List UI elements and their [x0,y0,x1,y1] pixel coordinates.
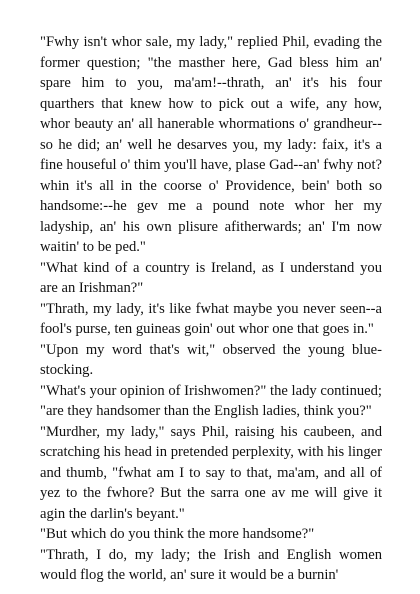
paragraph-1: "Fwhy isn't whor sale, my lady," replied Phil, evading the former question; "the masther here, Gad bless him an' spare him to you, ma'am!--thrath, an' it's his four quarthers that knew how to pick out a wife, any how, whor beauty an' all hanerable whormations o' grandheur--so he did; an' well he desarves you, my lady: faix, it's a fine houseful o' thim you'll have, plase Gad--an' fwhy not? whin it's all in the coorse o' Providence, bein' both so handsome:--he gev me a pound note whor her my ladyship, an' his own plisure afitherwards; an' I'm now waitin' to be ped." [40,34,382,255]
paragraph-7: "But which do you think the more handsome?" [40,526,315,542]
paragraph-3: "Thrath, my lady, it's like fwhat maybe you never seen--a fool's purse, ten guineas goin' out whor one that goes in." [40,300,382,337]
page-text [40,32,382,586]
paragraph-8: "Thrath, I do, my lady; the Irish and English women would flog the world, an' sure it would be a burnin' [40,546,382,583]
paragraph-2: "What kind of a country is Ireland, as I understand you are an Irishman?" [40,259,382,296]
paragraph-5: "What's your opinion of Irishwomen?" the lady continued; "are they handsomer than the English ladies, think you?" [40,382,382,419]
paragraph-4: "Upon my word that's wit," observed the young blue-stocking. [40,341,382,378]
paragraph-6: "Murdher, my lady," says Phil, raising his caubeen, and scratching his head in pretended perplexity, with his linger and thumb, "fwhat am I to say to that, ma'am, and all of yez to the fwhore? But the sarra one av me will give it agin the darlin's beyant." [40,423,382,522]
